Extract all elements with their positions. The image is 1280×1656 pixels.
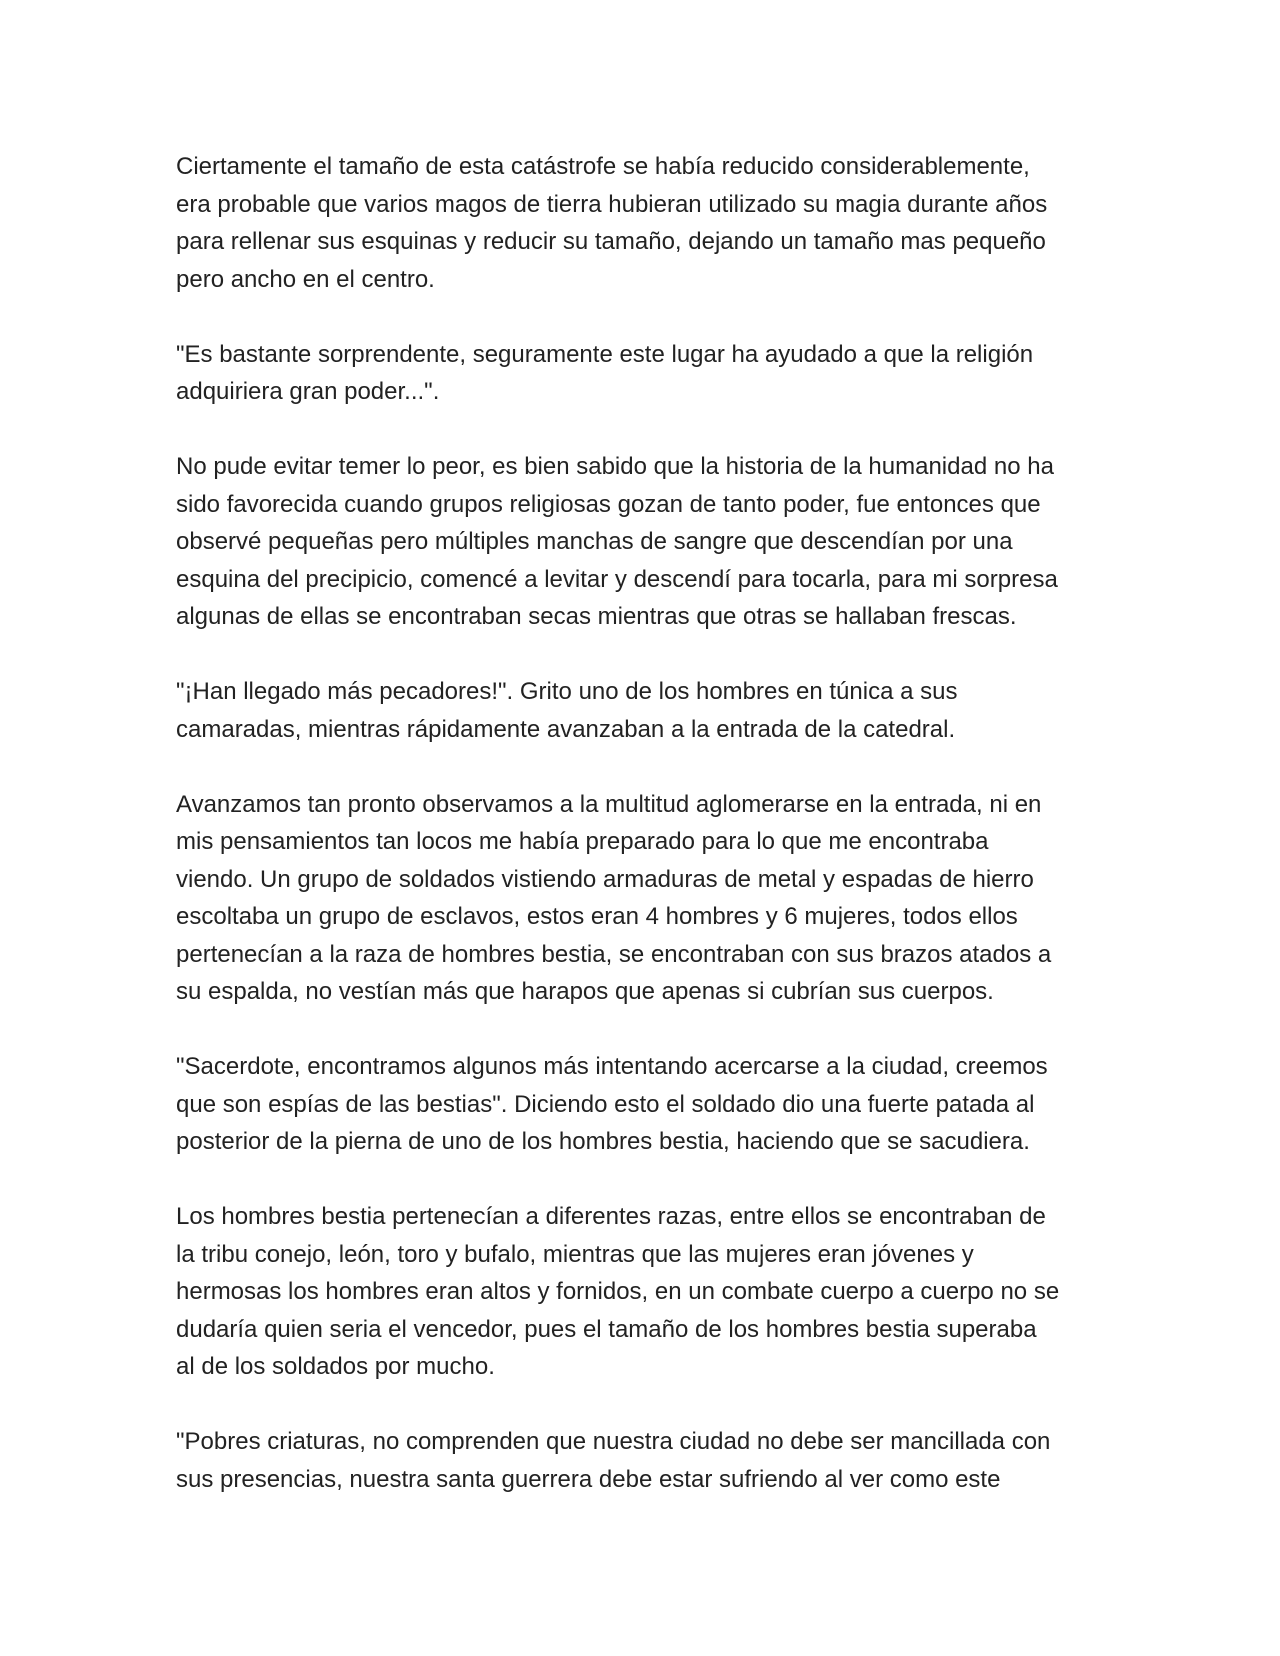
text-line: mis pensamientos tan locos me había preparado para lo que me encontraba xyxy=(176,828,989,855)
paragraph-8 xyxy=(176,1423,1116,1498)
text-line: algunas de ellas se encontraban secas mientras que otras se hallaban frescas. xyxy=(176,603,1017,630)
text-line: para rellenar sus esquinas y reducir su tamaño, dejando un tamaño mas pequeño xyxy=(176,228,1046,255)
text-line: camaradas, mientras rápidamente avanzaban a la entrada de la catedral. xyxy=(176,715,956,743)
text-line: era probable que varios magos de tierra hubieran utilizado su magia durante años xyxy=(176,190,1048,218)
document-body xyxy=(176,148,1116,1536)
text-line: hermosas los hombres eran altos y fornidos, en un combate cuerpo a cuerpo no se xyxy=(176,1278,1060,1305)
paragraph-5 xyxy=(176,786,1116,1011)
text-line: al de los soldados por mucho. xyxy=(176,1353,495,1380)
text-line: posterior de la pierna de uno de los hombres bestia, haciendo que se sacudiera. xyxy=(176,1128,1030,1155)
text-line: sus presencias, nuestra santa guerrera debe estar sufriendo al ver como este xyxy=(176,1465,1001,1493)
text-line: Ciertamente el tamaño de esta catástrofe se había reducido considerablemente, xyxy=(176,153,1030,180)
text-line: Los hombres bestia pertenecían a diferentes razas, entre ellos se encontraban de xyxy=(176,1203,1046,1230)
paragraph-2 xyxy=(176,336,1116,411)
text-line: dudaría quien seria el vencedor, pues el tamaño de los hombres bestia superaba xyxy=(176,1315,1037,1343)
text-line: Avanzamos tan pronto observamos a la multitud aglomerarse en la entrada, ni en xyxy=(176,790,1042,818)
paragraph-1 xyxy=(176,148,1116,298)
paragraph-7 xyxy=(176,1198,1116,1386)
text-line: "Es bastante sorprendente, seguramente este lugar ha ayudado a que la religión xyxy=(176,340,1034,368)
text-line: viendo. Un grupo de soldados vistiendo armaduras de metal y espadas de hierro xyxy=(176,865,1034,893)
text-line: pero ancho en el centro. xyxy=(176,265,435,293)
text-line: la tribu conejo, león, toro y bufalo, mientras que las mujeres eran jóvenes y xyxy=(176,1240,974,1268)
text-line: esquina del precipicio, comencé a levitar y descendí para tocarla, para mi sorpresa xyxy=(176,565,1058,593)
text-line: "¡Han llegado más pecadores!". Grito uno de los hombres en túnica a sus xyxy=(176,678,958,705)
text-line: "Sacerdote, encontramos algunos más intentando acercarse a la ciudad, creemos xyxy=(176,1053,1048,1080)
text-line: adquiriera gran poder...". xyxy=(176,378,440,405)
text-line: No pude evitar temer lo peor, es bien sabido que la historia de la humanidad no ha xyxy=(176,453,1054,480)
text-line: "Pobres criaturas, no comprenden que nuestra ciudad no debe ser mancillada con xyxy=(176,1428,1051,1455)
text-line: escoltaba un grupo de esclavos, estos eran 4 hombres y 6 mujeres, todos ellos xyxy=(176,903,1018,930)
text-line: pertenecían a la raza de hombres bestia, se encontraban con sus brazos atados a xyxy=(176,940,1052,968)
paragraph-3 xyxy=(176,448,1116,636)
text-line: sido favorecida cuando grupos religiosas gozan de tanto poder, fue entonces que xyxy=(176,490,1041,518)
paragraph-6 xyxy=(176,1048,1116,1161)
text-line: observé pequeñas pero múltiples manchas de sangre que descendían por una xyxy=(176,528,1013,555)
text-line: su espalda, no vestían más que harapos que apenas si cubrían sus cuerpos. xyxy=(176,978,994,1005)
text-line: que son espías de las bestias". Diciendo esto el soldado dio una fuerte patada al xyxy=(176,1090,1035,1118)
paragraph-4 xyxy=(176,673,1116,748)
